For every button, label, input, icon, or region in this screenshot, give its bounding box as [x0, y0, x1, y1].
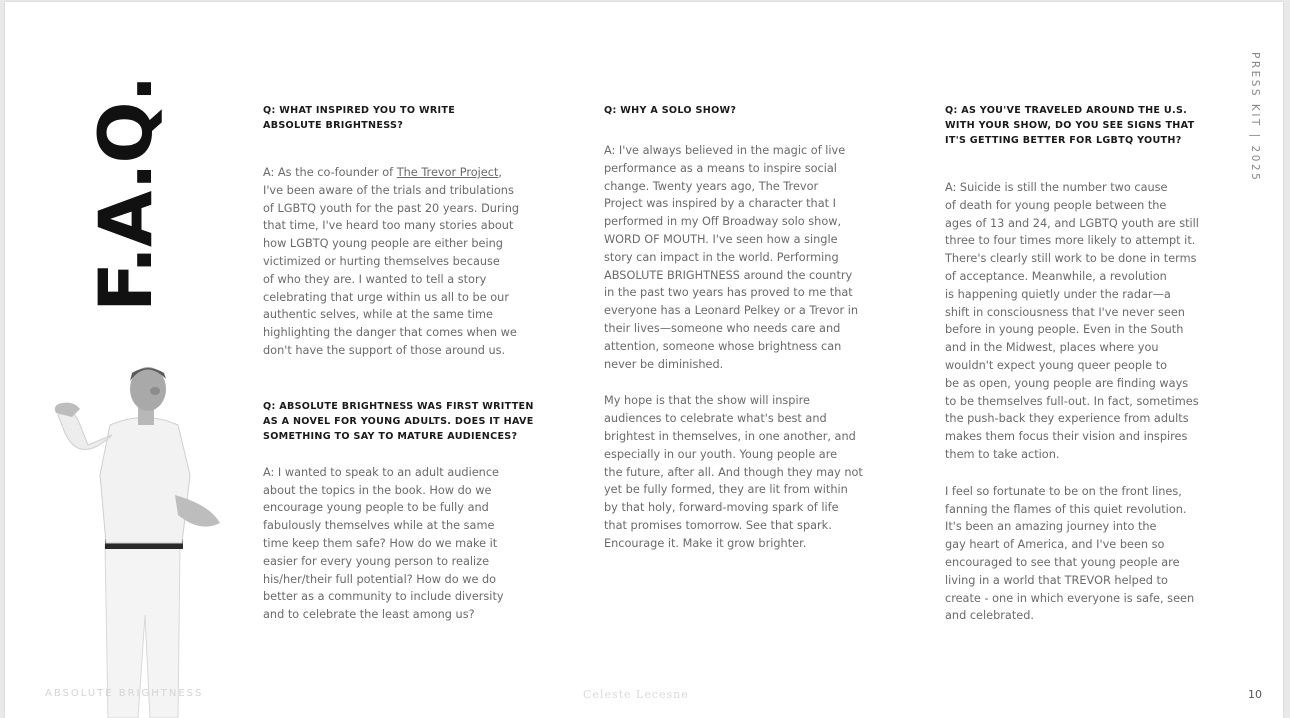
press-kit-side-label: PRESS KIT | 2025	[1249, 52, 1261, 183]
answer-text: My hope is that the show will inspire audiences to celebrate what's best and brightest in themselves, in one another, and especially in our youth. Young people are the future, after all. And though they may not yet be fully formed, they are lit from within by that holy, forward-moving spark of life that promises tomorrow. See that spark. Encourage it. Make it grow brighter.	[604, 394, 863, 550]
page-title: F.A.Q.	[84, 75, 169, 312]
answer-text-rest: , I've been aware of the trials and tribulations of LGBTQ youth for the past 20 years. During that time, I've heard too many stories about how LGBTQ young people are either being victimized or hurting themselves because of who they are. I wanted to tell a story celebrating that urge within us all to be our authentic selves, while at the same time highlighting the danger that comes when we don't have the support of those around us.	[263, 166, 520, 357]
answer-text-start: A: As the co-founder of	[263, 166, 397, 179]
faq-column-2	[604, 103, 889, 553]
answer-text	[263, 164, 548, 360]
page-number: 10	[1248, 688, 1262, 701]
answer-text: A: I've always believed in the magic of live performance as a means to inspire social change. Twenty years ago, The Trevor Project was inspired by a character that I performed in my Off Broadway solo show, WORD OF MOUTH. I've seen how a single story can impact in the world. Performing ABSOLUTE BRIGHTNESS around the country in the past two years has proved to me that everyone has a Leonard Pelkey or a Trevor in their lives—someone who needs care and attention, someone whose brightness can never be diminished.	[604, 144, 859, 371]
footer-author: Celeste Lecesne	[583, 688, 689, 701]
question-heading: Q: AS YOU'VE TRAVELED AROUND THE U.S. WITH YOUR SHOW, DO YOU SEE SIGNS THAT IT'S GETTING BETTER FOR LGBTQ YOUTH?	[945, 105, 1195, 146]
question-heading: Q: ABSOLUTE BRIGHTNESS WAS FIRST WRITTEN AS A NOVEL FOR YOUNG ADULTS. DOES IT HAVE SOMETHING TO SAY TO MATURE AUDIENCES?	[263, 400, 534, 442]
answer-text: I feel so fortunate to be on the front lines, fanning the flames of this quiet revolution. It's been an amazing journey into the gay heart of America, and I've been so encouraged to see that young people are living in a world that TREVOR helped to create - one in which everyone is safe, seen and celebrated.	[945, 484, 1195, 623]
footer-show-title: ABSOLUTE BRIGHTNESS	[45, 688, 204, 699]
trevor-project-link[interactable]: The Trevor Project	[396, 166, 499, 179]
faq-column-1	[263, 103, 548, 624]
question-heading: Q: WHY A SOLO SHOW?	[604, 105, 737, 116]
question-heading: Q: WHAT INSPIRED YOU TO WRITE ABSOLUTE BRIGHTNESS?	[263, 105, 456, 131]
performer-photo	[50, 365, 240, 718]
answer-text: A: I wanted to speak to an adult audience about the topics in the book. How do we encourage young people to be fully and fabulously themselves while at the same time keep them safe? How do we make it easier for every young person to realize his/her/their full potential? How do we do better as a community to include diversity and to celebrate the least among us?	[263, 465, 504, 622]
answer-text: A: Suicide is still the number two cause of death for young people between the ages of 13 and 24, and LGBTQ youth are still three to four times more likely to attempt it. There's clearly still work to be done in terms of acceptance. Meanwhile, a revolution is happening quietly under the radar—a shift in consciousness that I've never seen before in young people. Even in the South and in the Midwest, places where you wouldn't expect young queer people to be as open, young people are finding ways to be themselves full-out. In fact, sometimes the push-back they experience from adults makes them focus their vision and inspires them to take action.	[945, 181, 1199, 461]
faq-column-3	[945, 103, 1230, 625]
